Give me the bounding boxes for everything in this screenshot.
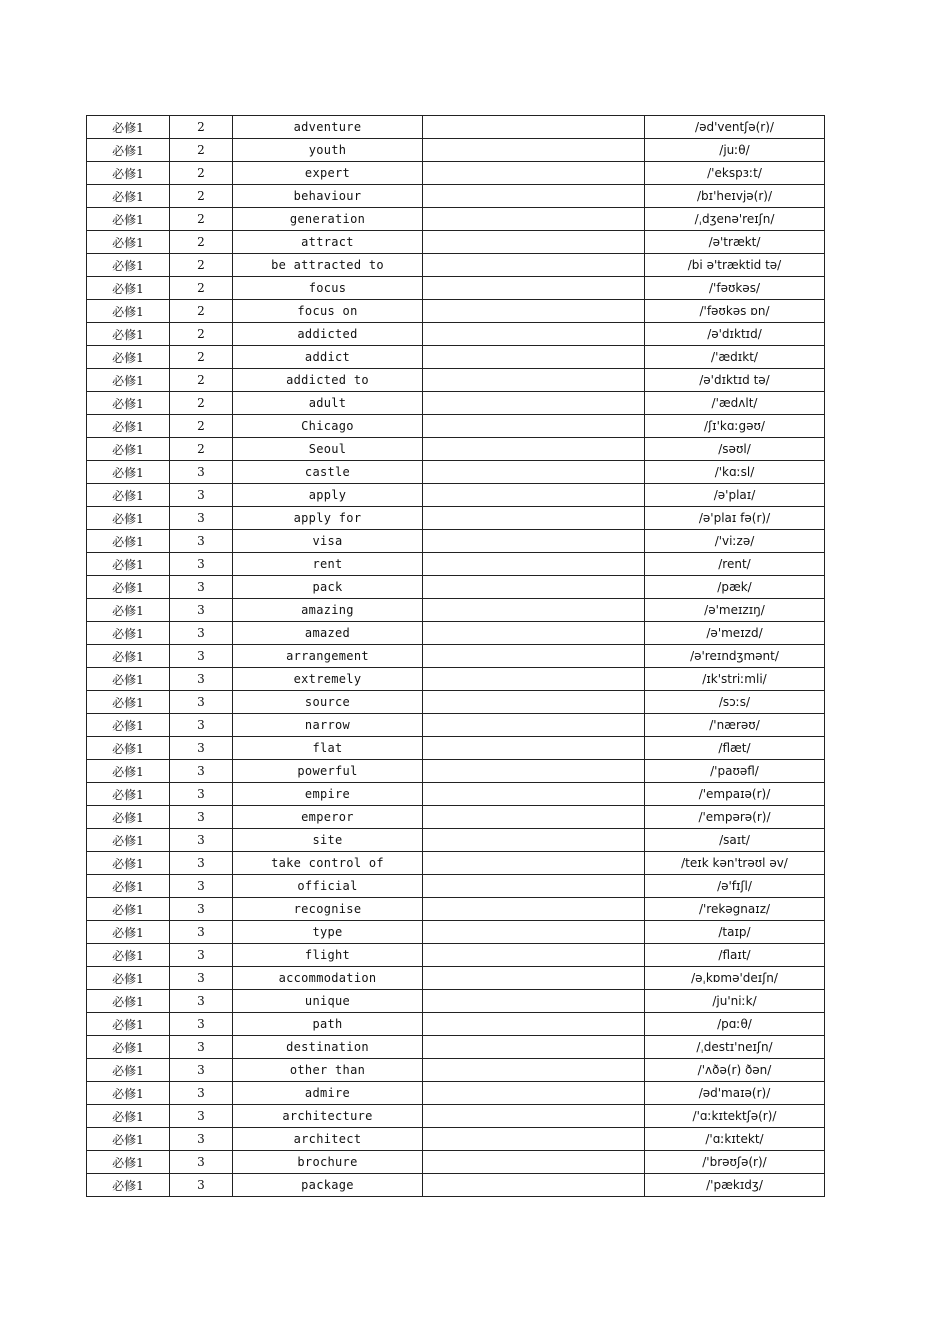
meaning-cell bbox=[423, 576, 645, 599]
phonetic-cell: /əˌkɒmə'deɪʃn/ bbox=[645, 967, 825, 990]
word-cell: architecture bbox=[233, 1105, 423, 1128]
word-cell: addicted to bbox=[233, 369, 423, 392]
meaning-cell bbox=[423, 1082, 645, 1105]
unit-cell: 3 bbox=[170, 829, 233, 852]
meaning-cell bbox=[423, 553, 645, 576]
meaning-cell bbox=[423, 415, 645, 438]
phonetic-cell: /ə'plaɪ/ bbox=[645, 484, 825, 507]
phonetic-cell: /ˌdʒenə'reɪʃn/ bbox=[645, 208, 825, 231]
table-row bbox=[87, 300, 825, 323]
table-row bbox=[87, 1013, 825, 1036]
table-row bbox=[87, 530, 825, 553]
phonetic-cell: /'ʌðə(r) ðən/ bbox=[645, 1059, 825, 1082]
meaning-cell bbox=[423, 1059, 645, 1082]
unit-cell: 3 bbox=[170, 461, 233, 484]
word-cell: adult bbox=[233, 392, 423, 415]
table-row bbox=[87, 806, 825, 829]
word-cell: focus bbox=[233, 277, 423, 300]
table-row bbox=[87, 1082, 825, 1105]
table-row bbox=[87, 599, 825, 622]
phonetic-cell: /ə'reɪndʒmənt/ bbox=[645, 645, 825, 668]
phonetic-cell: /ɪk'striːmli/ bbox=[645, 668, 825, 691]
book-cell: 必修1 bbox=[87, 1105, 170, 1128]
table-row bbox=[87, 392, 825, 415]
book-cell: 必修1 bbox=[87, 898, 170, 921]
phonetic-cell: /rent/ bbox=[645, 553, 825, 576]
unit-cell: 3 bbox=[170, 990, 233, 1013]
book-cell: 必修1 bbox=[87, 1082, 170, 1105]
meaning-cell bbox=[423, 714, 645, 737]
unit-cell: 3 bbox=[170, 898, 233, 921]
phonetic-cell: /ə'plaɪ fə(r)/ bbox=[645, 507, 825, 530]
word-cell: arrangement bbox=[233, 645, 423, 668]
meaning-cell bbox=[423, 921, 645, 944]
meaning-cell bbox=[423, 139, 645, 162]
table-row bbox=[87, 944, 825, 967]
meaning-cell bbox=[423, 231, 645, 254]
word-cell: pack bbox=[233, 576, 423, 599]
meaning-cell bbox=[423, 691, 645, 714]
book-cell: 必修1 bbox=[87, 185, 170, 208]
meaning-cell bbox=[423, 1013, 645, 1036]
phonetic-cell: /bi ə'træktid tə/ bbox=[645, 254, 825, 277]
book-cell: 必修1 bbox=[87, 208, 170, 231]
unit-cell: 3 bbox=[170, 1105, 233, 1128]
word-cell: be attracted to bbox=[233, 254, 423, 277]
book-cell: 必修1 bbox=[87, 760, 170, 783]
table-row bbox=[87, 898, 825, 921]
word-cell: package bbox=[233, 1174, 423, 1197]
table-row bbox=[87, 668, 825, 691]
book-cell: 必修1 bbox=[87, 231, 170, 254]
book-cell: 必修1 bbox=[87, 254, 170, 277]
book-cell: 必修1 bbox=[87, 967, 170, 990]
table-row bbox=[87, 622, 825, 645]
unit-cell: 3 bbox=[170, 645, 233, 668]
book-cell: 必修1 bbox=[87, 1013, 170, 1036]
meaning-cell bbox=[423, 507, 645, 530]
phonetic-cell: /'empərə(r)/ bbox=[645, 806, 825, 829]
word-cell: official bbox=[233, 875, 423, 898]
unit-cell: 3 bbox=[170, 507, 233, 530]
meaning-cell bbox=[423, 875, 645, 898]
unit-cell: 3 bbox=[170, 668, 233, 691]
unit-cell: 2 bbox=[170, 323, 233, 346]
word-cell: admire bbox=[233, 1082, 423, 1105]
table-row bbox=[87, 921, 825, 944]
phonetic-cell: /ˌdestɪ'neɪʃn/ bbox=[645, 1036, 825, 1059]
phonetic-cell: /flæt/ bbox=[645, 737, 825, 760]
vocabulary-table-body bbox=[87, 116, 825, 1197]
table-row bbox=[87, 231, 825, 254]
table-row bbox=[87, 1174, 825, 1197]
word-cell: amazing bbox=[233, 599, 423, 622]
word-cell: apply for bbox=[233, 507, 423, 530]
table-row bbox=[87, 208, 825, 231]
book-cell: 必修1 bbox=[87, 369, 170, 392]
table-row bbox=[87, 1151, 825, 1174]
table-row bbox=[87, 714, 825, 737]
phonetic-cell: /'rekəgnaɪz/ bbox=[645, 898, 825, 921]
meaning-cell bbox=[423, 898, 645, 921]
word-cell: site bbox=[233, 829, 423, 852]
meaning-cell bbox=[423, 852, 645, 875]
word-cell: powerful bbox=[233, 760, 423, 783]
word-cell: behaviour bbox=[233, 185, 423, 208]
word-cell: emperor bbox=[233, 806, 423, 829]
phonetic-cell: /taɪp/ bbox=[645, 921, 825, 944]
table-row bbox=[87, 967, 825, 990]
book-cell: 必修1 bbox=[87, 392, 170, 415]
phonetic-cell: /əd'ventʃə(r)/ bbox=[645, 116, 825, 139]
table-row bbox=[87, 185, 825, 208]
book-cell: 必修1 bbox=[87, 139, 170, 162]
unit-cell: 3 bbox=[170, 967, 233, 990]
table-row bbox=[87, 139, 825, 162]
unit-cell: 2 bbox=[170, 300, 233, 323]
table-row bbox=[87, 277, 825, 300]
table-row bbox=[87, 438, 825, 461]
book-cell: 必修1 bbox=[87, 990, 170, 1013]
phonetic-cell: /səʊl/ bbox=[645, 438, 825, 461]
meaning-cell bbox=[423, 116, 645, 139]
phonetic-cell: /ju'niːk/ bbox=[645, 990, 825, 1013]
meaning-cell bbox=[423, 1036, 645, 1059]
unit-cell: 3 bbox=[170, 714, 233, 737]
unit-cell: 2 bbox=[170, 185, 233, 208]
unit-cell: 2 bbox=[170, 254, 233, 277]
word-cell: empire bbox=[233, 783, 423, 806]
table-row bbox=[87, 783, 825, 806]
phonetic-cell: /'ædʌlt/ bbox=[645, 392, 825, 415]
unit-cell: 2 bbox=[170, 162, 233, 185]
phonetic-cell: /ə'fɪʃl/ bbox=[645, 875, 825, 898]
phonetic-cell: /ʃɪ'kɑːgəʊ/ bbox=[645, 415, 825, 438]
word-cell: apply bbox=[233, 484, 423, 507]
book-cell: 必修1 bbox=[87, 645, 170, 668]
unit-cell: 3 bbox=[170, 1151, 233, 1174]
phonetic-cell: /ə'dɪktɪd tə/ bbox=[645, 369, 825, 392]
word-cell: recognise bbox=[233, 898, 423, 921]
meaning-cell bbox=[423, 1128, 645, 1151]
meaning-cell bbox=[423, 967, 645, 990]
book-cell: 必修1 bbox=[87, 300, 170, 323]
meaning-cell bbox=[423, 369, 645, 392]
table-row bbox=[87, 576, 825, 599]
unit-cell: 3 bbox=[170, 806, 233, 829]
word-cell: focus on bbox=[233, 300, 423, 323]
unit-cell: 3 bbox=[170, 1082, 233, 1105]
table-row bbox=[87, 1105, 825, 1128]
meaning-cell bbox=[423, 806, 645, 829]
unit-cell: 3 bbox=[170, 944, 233, 967]
unit-cell: 2 bbox=[170, 231, 233, 254]
book-cell: 必修1 bbox=[87, 1151, 170, 1174]
word-cell: addict bbox=[233, 346, 423, 369]
phonetic-cell: /'fəʊkəs/ bbox=[645, 277, 825, 300]
word-cell: type bbox=[233, 921, 423, 944]
phonetic-cell: /pæk/ bbox=[645, 576, 825, 599]
meaning-cell bbox=[423, 392, 645, 415]
meaning-cell bbox=[423, 760, 645, 783]
book-cell: 必修1 bbox=[87, 116, 170, 139]
meaning-cell bbox=[423, 484, 645, 507]
unit-cell: 3 bbox=[170, 1036, 233, 1059]
word-cell: amazed bbox=[233, 622, 423, 645]
book-cell: 必修1 bbox=[87, 1128, 170, 1151]
table-row bbox=[87, 852, 825, 875]
phonetic-cell: /ə'trækt/ bbox=[645, 231, 825, 254]
phonetic-cell: /əd'maɪə(r)/ bbox=[645, 1082, 825, 1105]
meaning-cell bbox=[423, 300, 645, 323]
phonetic-cell: /ə'dɪktɪd/ bbox=[645, 323, 825, 346]
book-cell: 必修1 bbox=[87, 875, 170, 898]
book-cell: 必修1 bbox=[87, 806, 170, 829]
book-cell: 必修1 bbox=[87, 277, 170, 300]
table-row bbox=[87, 323, 825, 346]
meaning-cell bbox=[423, 737, 645, 760]
phonetic-cell: /bɪ'heɪvjə(r)/ bbox=[645, 185, 825, 208]
phonetic-cell: /sɔːs/ bbox=[645, 691, 825, 714]
unit-cell: 2 bbox=[170, 346, 233, 369]
unit-cell: 3 bbox=[170, 1013, 233, 1036]
book-cell: 必修1 bbox=[87, 323, 170, 346]
meaning-cell bbox=[423, 277, 645, 300]
table-row bbox=[87, 415, 825, 438]
unit-cell: 2 bbox=[170, 369, 233, 392]
unit-cell: 2 bbox=[170, 208, 233, 231]
book-cell: 必修1 bbox=[87, 438, 170, 461]
meaning-cell bbox=[423, 645, 645, 668]
table-row bbox=[87, 760, 825, 783]
phonetic-cell: /pɑːθ/ bbox=[645, 1013, 825, 1036]
word-cell: architect bbox=[233, 1128, 423, 1151]
meaning-cell bbox=[423, 461, 645, 484]
unit-cell: 2 bbox=[170, 438, 233, 461]
word-cell: brochure bbox=[233, 1151, 423, 1174]
phonetic-cell: /'viːzə/ bbox=[645, 530, 825, 553]
meaning-cell bbox=[423, 944, 645, 967]
phonetic-cell: /'brəʊʃə(r)/ bbox=[645, 1151, 825, 1174]
word-cell: generation bbox=[233, 208, 423, 231]
meaning-cell bbox=[423, 1105, 645, 1128]
phonetic-cell: /'ekspɜːt/ bbox=[645, 162, 825, 185]
meaning-cell bbox=[423, 323, 645, 346]
unit-cell: 3 bbox=[170, 1174, 233, 1197]
unit-cell: 3 bbox=[170, 484, 233, 507]
unit-cell: 3 bbox=[170, 553, 233, 576]
book-cell: 必修1 bbox=[87, 737, 170, 760]
phonetic-cell: /'kɑːsl/ bbox=[645, 461, 825, 484]
meaning-cell bbox=[423, 530, 645, 553]
phonetic-cell: /'paʊəfl/ bbox=[645, 760, 825, 783]
table-row bbox=[87, 507, 825, 530]
word-cell: source bbox=[233, 691, 423, 714]
unit-cell: 3 bbox=[170, 622, 233, 645]
book-cell: 必修1 bbox=[87, 668, 170, 691]
phonetic-cell: /'ædɪkt/ bbox=[645, 346, 825, 369]
meaning-cell bbox=[423, 1174, 645, 1197]
word-cell: narrow bbox=[233, 714, 423, 737]
word-cell: visa bbox=[233, 530, 423, 553]
unit-cell: 3 bbox=[170, 530, 233, 553]
word-cell: path bbox=[233, 1013, 423, 1036]
unit-cell: 3 bbox=[170, 1059, 233, 1082]
table-row bbox=[87, 1059, 825, 1082]
book-cell: 必修1 bbox=[87, 944, 170, 967]
book-cell: 必修1 bbox=[87, 576, 170, 599]
phonetic-cell: /'ɑːkɪtekt/ bbox=[645, 1128, 825, 1151]
word-cell: destination bbox=[233, 1036, 423, 1059]
table-row bbox=[87, 691, 825, 714]
table-row bbox=[87, 254, 825, 277]
book-cell: 必修1 bbox=[87, 829, 170, 852]
unit-cell: 3 bbox=[170, 783, 233, 806]
phonetic-cell: /juːθ/ bbox=[645, 139, 825, 162]
table-row bbox=[87, 116, 825, 139]
meaning-cell bbox=[423, 346, 645, 369]
book-cell: 必修1 bbox=[87, 783, 170, 806]
meaning-cell bbox=[423, 254, 645, 277]
meaning-cell bbox=[423, 783, 645, 806]
meaning-cell bbox=[423, 162, 645, 185]
unit-cell: 2 bbox=[170, 392, 233, 415]
phonetic-cell: /'empaɪə(r)/ bbox=[645, 783, 825, 806]
word-cell: accommodation bbox=[233, 967, 423, 990]
table-row bbox=[87, 484, 825, 507]
word-cell: attract bbox=[233, 231, 423, 254]
word-cell: Chicago bbox=[233, 415, 423, 438]
meaning-cell bbox=[423, 990, 645, 1013]
word-cell: flight bbox=[233, 944, 423, 967]
unit-cell: 2 bbox=[170, 139, 233, 162]
unit-cell: 2 bbox=[170, 415, 233, 438]
word-cell: extremely bbox=[233, 668, 423, 691]
meaning-cell bbox=[423, 668, 645, 691]
book-cell: 必修1 bbox=[87, 346, 170, 369]
unit-cell: 3 bbox=[170, 599, 233, 622]
book-cell: 必修1 bbox=[87, 1174, 170, 1197]
book-cell: 必修1 bbox=[87, 921, 170, 944]
phonetic-cell: /'nærəʊ/ bbox=[645, 714, 825, 737]
book-cell: 必修1 bbox=[87, 714, 170, 737]
table-row bbox=[87, 1128, 825, 1151]
word-cell: youth bbox=[233, 139, 423, 162]
unit-cell: 3 bbox=[170, 1128, 233, 1151]
table-row bbox=[87, 346, 825, 369]
unit-cell: 3 bbox=[170, 760, 233, 783]
word-cell: flat bbox=[233, 737, 423, 760]
word-cell: unique bbox=[233, 990, 423, 1013]
table-row bbox=[87, 737, 825, 760]
phonetic-cell: /flaɪt/ bbox=[645, 944, 825, 967]
word-cell: other than bbox=[233, 1059, 423, 1082]
table-row bbox=[87, 461, 825, 484]
table-row bbox=[87, 990, 825, 1013]
book-cell: 必修1 bbox=[87, 415, 170, 438]
word-cell: expert bbox=[233, 162, 423, 185]
phonetic-cell: /'ɑːkɪtektʃə(r)/ bbox=[645, 1105, 825, 1128]
phonetic-cell: /ə'meɪzd/ bbox=[645, 622, 825, 645]
unit-cell: 2 bbox=[170, 116, 233, 139]
table-row bbox=[87, 369, 825, 392]
word-cell: rent bbox=[233, 553, 423, 576]
book-cell: 必修1 bbox=[87, 461, 170, 484]
vocabulary-table bbox=[86, 115, 825, 1197]
table-row bbox=[87, 875, 825, 898]
word-cell: addicted bbox=[233, 323, 423, 346]
meaning-cell bbox=[423, 185, 645, 208]
unit-cell: 3 bbox=[170, 737, 233, 760]
table-row bbox=[87, 645, 825, 668]
table-row bbox=[87, 829, 825, 852]
book-cell: 必修1 bbox=[87, 162, 170, 185]
meaning-cell bbox=[423, 1151, 645, 1174]
book-cell: 必修1 bbox=[87, 691, 170, 714]
table-row bbox=[87, 1036, 825, 1059]
meaning-cell bbox=[423, 599, 645, 622]
book-cell: 必修1 bbox=[87, 622, 170, 645]
word-cell: Seoul bbox=[233, 438, 423, 461]
meaning-cell bbox=[423, 622, 645, 645]
book-cell: 必修1 bbox=[87, 852, 170, 875]
word-cell: castle bbox=[233, 461, 423, 484]
phonetic-cell: /teɪk kən'trəʊl əv/ bbox=[645, 852, 825, 875]
book-cell: 必修1 bbox=[87, 1059, 170, 1082]
unit-cell: 3 bbox=[170, 875, 233, 898]
unit-cell: 3 bbox=[170, 852, 233, 875]
unit-cell: 2 bbox=[170, 277, 233, 300]
meaning-cell bbox=[423, 438, 645, 461]
meaning-cell bbox=[423, 208, 645, 231]
word-cell: adventure bbox=[233, 116, 423, 139]
table-row bbox=[87, 553, 825, 576]
phonetic-cell: /'pækɪdʒ/ bbox=[645, 1174, 825, 1197]
phonetic-cell: /saɪt/ bbox=[645, 829, 825, 852]
book-cell: 必修1 bbox=[87, 553, 170, 576]
word-cell: take control of bbox=[233, 852, 423, 875]
unit-cell: 3 bbox=[170, 921, 233, 944]
meaning-cell bbox=[423, 829, 645, 852]
unit-cell: 3 bbox=[170, 691, 233, 714]
book-cell: 必修1 bbox=[87, 599, 170, 622]
phonetic-cell: /ə'meɪzɪŋ/ bbox=[645, 599, 825, 622]
book-cell: 必修1 bbox=[87, 530, 170, 553]
book-cell: 必修1 bbox=[87, 507, 170, 530]
unit-cell: 3 bbox=[170, 576, 233, 599]
table-row bbox=[87, 162, 825, 185]
book-cell: 必修1 bbox=[87, 1036, 170, 1059]
book-cell: 必修1 bbox=[87, 484, 170, 507]
phonetic-cell: /'fəʊkəs ɒn/ bbox=[645, 300, 825, 323]
